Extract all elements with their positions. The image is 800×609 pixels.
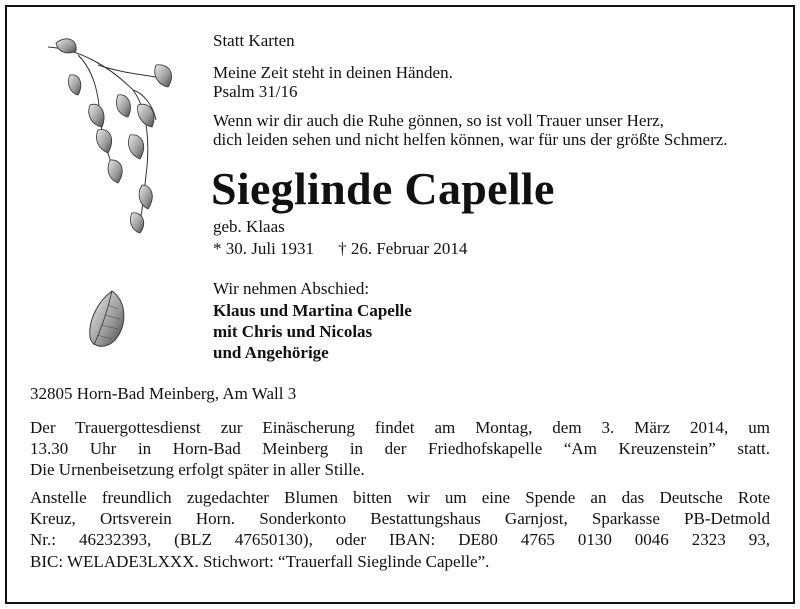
deceased-name: Sieglinde Capelle — [211, 163, 555, 214]
verse-reference: Psalm 31/16 — [213, 82, 298, 101]
life-dates — [213, 239, 467, 259]
verse-line-1: Meine Zeit steht in deinen Händen. — [213, 63, 453, 82]
statt-karten: Statt Karten — [213, 31, 295, 50]
mourners-line-2: mit Chris und Nicolas — [213, 322, 373, 341]
birch-branch-icon — [38, 35, 178, 235]
donation-line-2: Kreuz, Ortsverein Horn. Sonderkonto Bestattungshaus Garnjost, Sparkasse PB-Detmold — [30, 509, 770, 528]
service-line-1: Der Trauergottesdienst zur Einäscherung findet am Montag, dem 3. März 2014, um — [30, 418, 770, 437]
donation-line-1: Anstelle freundlich zugedachter Blumen bitten wir um eine Spende an das Deutsche Rote — [30, 488, 770, 507]
poem-line-2: dich leiden sehen und nicht helfen können, war für uns der größte Schmerz. — [213, 130, 728, 149]
death-date: † 26. Februar 2014 — [338, 239, 468, 258]
mourners-line-1: Klaus und Martina Capelle — [213, 301, 412, 320]
donation-line-3: Nr.: 46232393, (BLZ 47650130), oder IBAN: DE80 4765 0130 0046 2323 93, — [30, 530, 770, 549]
poem-line-1: Wenn wir dir auch die Ruhe gönnen, so ist voll Trauer unser Herz, — [213, 111, 664, 130]
service-line-2: 13.30 Uhr in Horn-Bad Meinberg in der Friedhofskapelle “Am Kreuzenstein” statt. — [30, 439, 770, 458]
falling-leaf-icon — [82, 287, 132, 351]
address: 32805 Horn-Bad Meinberg, Am Wall 3 — [30, 384, 297, 403]
mourners-intro: Wir nehmen Abschied: — [213, 279, 370, 298]
mourners-line-3: und Angehörige — [213, 343, 329, 362]
maiden-name: geb. Klaas — [213, 217, 285, 236]
donation-line-4: BIC: WELADE3LXXX. Stichwort: “Trauerfall Sieglinde Capelle”. — [30, 552, 490, 571]
birth-date: * 30. Juli 1931 — [213, 239, 315, 258]
service-line-3: Die Urnenbeisetzung erfolgt später in aller Stille. — [30, 460, 365, 479]
